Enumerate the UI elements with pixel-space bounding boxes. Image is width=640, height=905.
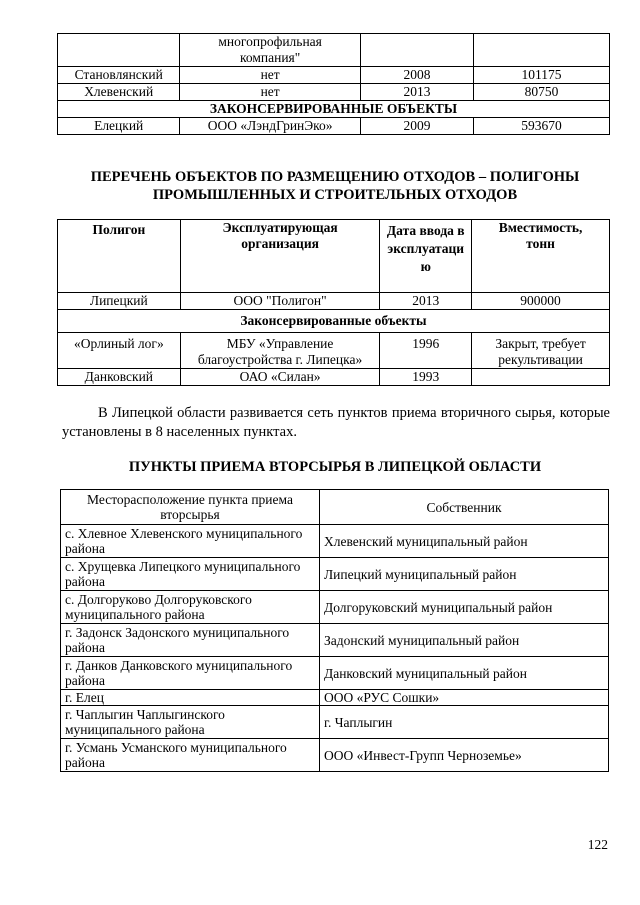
table-cell [472, 369, 610, 386]
table-cell: Долгоруковский муниципальный район [320, 591, 609, 624]
table-row [61, 690, 609, 706]
page-number: 122 [587, 837, 608, 852]
table-cell: 1993 [380, 369, 472, 386]
table-row [58, 293, 610, 310]
table-cell: Становлянский [58, 67, 180, 84]
table-cell: МБУ «Управление благоустройства г. Липецка» [180, 333, 380, 369]
table-cell: «Орлиный лог» [58, 333, 181, 369]
table-cell: 2008 [360, 67, 473, 84]
table-cell: г. Данков Данковского муниципального района [61, 657, 320, 690]
table-row [58, 84, 610, 101]
table-cell: 2009 [360, 118, 473, 135]
table-cell: нет [180, 84, 361, 101]
table-cell: ООО «Инвест-Групп Черноземье» [320, 739, 609, 772]
table-row [61, 739, 609, 772]
column-header: Вместимость, тонн [472, 220, 610, 293]
table-cell: Хлевенский [58, 84, 180, 101]
table-cell: 593670 [474, 118, 610, 135]
table-cell: г. Чаплыгин Чаплыгинского муниципального района [61, 706, 320, 739]
table-cell: с. Хлевное Хлевенского муниципального района [61, 525, 320, 558]
table-cell: 2013 [360, 84, 473, 101]
column-header: Эксплуатирующая организация [180, 220, 380, 293]
table-row [58, 118, 610, 135]
table-cell: ООО «ЛэндГринЭко» [180, 118, 361, 135]
column-header: Собственник [320, 490, 609, 525]
table-cell: г. Задонск Задонского муниципального района [61, 624, 320, 657]
table-cell: 1996 [380, 333, 472, 369]
table-section-row [58, 101, 610, 118]
table-header-row [61, 490, 609, 525]
table-row [61, 525, 609, 558]
landfill-table-continued [57, 33, 610, 135]
table-cell: Елецкий [58, 118, 180, 135]
table-cell: Хлевенский муниципальный район [320, 525, 609, 558]
section-title: ЗАКОНСЕРВИРОВАННЫЕ ОБЪЕКТЫ [58, 101, 610, 118]
table-cell: Данковский муниципальный район [320, 657, 609, 690]
table-cell: г. Чаплыгин [320, 706, 609, 739]
table-cell: 2013 [380, 293, 472, 310]
column-header: Дата ввода в эксплуатацию [380, 220, 472, 293]
table-row [61, 657, 609, 690]
table-cell [474, 34, 610, 67]
table-cell: многопрофильная компания" [180, 34, 361, 67]
table-cell: Задонский муниципальный район [320, 624, 609, 657]
table-row [61, 591, 609, 624]
table-cell [360, 34, 473, 67]
table-cell: нет [180, 67, 361, 84]
table-row [58, 333, 610, 369]
table-cell: с. Долгоруково Долгоруковского муниципального района [61, 591, 320, 624]
table-row [58, 67, 610, 84]
table-cell: г. Усмань Усманского муниципального района [61, 739, 320, 772]
recycling-points-table [60, 489, 609, 772]
table-section-row [58, 310, 610, 333]
body-paragraph: В Липецкой области развивается сеть пунктов приема вторичного сырья, которые установлены в 8 населенных пунктах. [62, 405, 610, 440]
section-heading: ПЕРЕЧЕНЬ ОБЪЕКТОВ ПО РАЗМЕЩЕНИЮ ОТХОДОВ – ПОЛИГОНЫ ПРОМЫШЛЕННЫХ И СТРОИТЕЛЬНЫХ ОТХОДОВ [90, 169, 580, 203]
table-row [61, 624, 609, 657]
table-cell [58, 34, 180, 67]
table-cell: ОАО «Силан» [180, 369, 380, 386]
table-cell: 900000 [472, 293, 610, 310]
industrial-landfill-table [57, 219, 610, 386]
table-cell: Данковский [58, 369, 181, 386]
table-cell: 101175 [474, 67, 610, 84]
section-heading: ПУНКТЫ ПРИЕМА ВТОРСЫРЬЯ В ЛИПЕЦКОЙ ОБЛАСТИ [128, 459, 542, 475]
table-cell: ООО "Полигон" [180, 293, 380, 310]
table-cell: ООО «РУС Сошки» [320, 690, 609, 706]
table-cell: Липецкий муниципальный район [320, 558, 609, 591]
table-row [61, 706, 609, 739]
table-cell: Липецкий [58, 293, 181, 310]
table-cell: Закрыт, требует рекультивации [472, 333, 610, 369]
table-row [58, 34, 610, 67]
column-header: Полигон [58, 220, 181, 293]
table-cell: с. Хрущевка Липецкого муниципального района [61, 558, 320, 591]
table-row [61, 558, 609, 591]
table-cell: 80750 [474, 84, 610, 101]
table-row [58, 369, 610, 386]
table-header-row [58, 220, 610, 293]
table-cell: г. Елец [61, 690, 320, 706]
section-title: Законсервированные объекты [58, 310, 610, 333]
column-header: Месторасположение пункта приема вторсырья [61, 490, 320, 525]
